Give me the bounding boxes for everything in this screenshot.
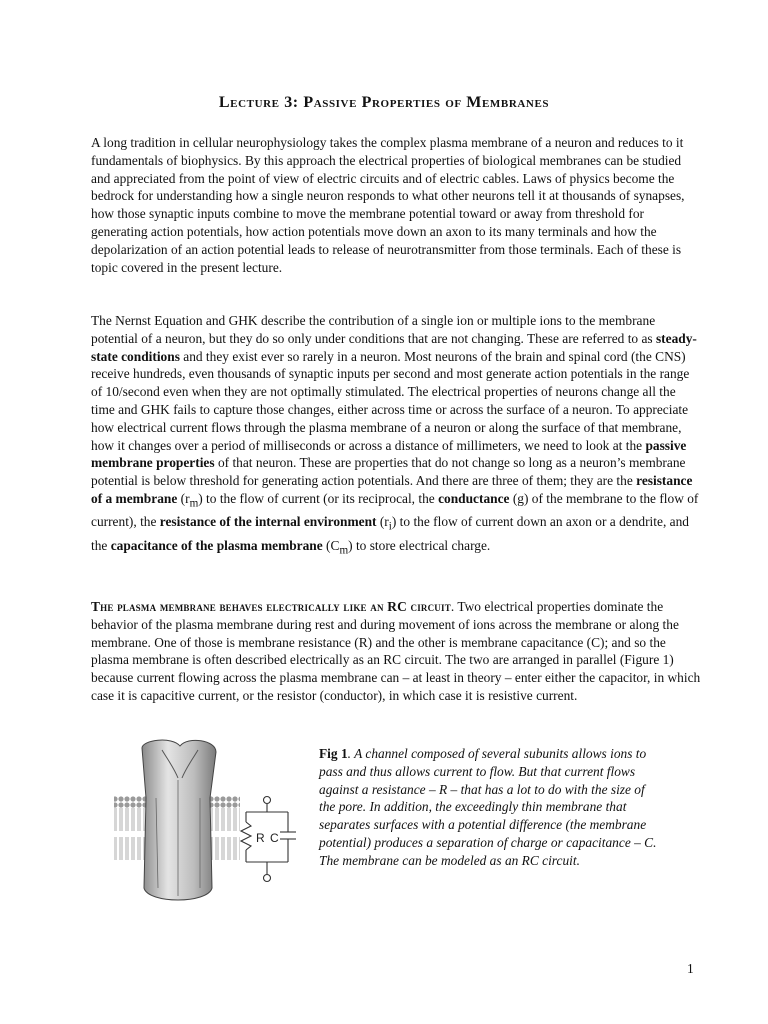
figure-caption [319,745,659,870]
bold-term: passive membrane properties [91,437,687,471]
bold-term: resistance of the internal environment [159,514,377,530]
resistor-label: R [256,831,265,845]
figure-label: Fig 1 [319,746,348,761]
text-run: of that neuron. These are properties that do not change so long as a neuron’s membrane potential is below threshold for generating action potentials. And there are three of them; they are the [91,455,686,489]
paragraph-text: A long tradition in cellular neurophysiology takes the complex plasma membrane of a neuron and reduces to it fundamentals of biophysics. By this approach the electrical properties of biological membranes can be studied and appreciated from the point of view of electric circuits and of electric cables. Laws of physics become the bedrock for understanding how a single neuron responds to what other neurons tell it at thousands of synapses, how those synaptic inputs combine to move the membrane potential toward or away from threshold for generating action potentials, how action potentials move down an axon to its many terminals and how the depolarization of an action potential leads to release of neurotransmitter from those terminals. Each of these is topic covered in the present lecture. [91,135,685,275]
text-run: ) to store electrical charge. [348,537,491,553]
figure-channel-rc-circuit [112,738,312,910]
text-run: (g) of the membrane to the flow of current), the [91,490,699,530]
text-run: ) to the flow of current down an axon or a dendrite, and the [91,514,689,553]
bold-term: resistance of a membrane [91,473,693,506]
lecture-title: Lecture 3: Passive Properties of Membranes [218,94,550,111]
subscript: m [189,497,199,510]
capacitor-label: C [270,831,279,845]
page-number: 1 [687,961,694,976]
rc-circuit-diagram [241,797,296,882]
text-run: and they exist ever so rarely in a neuron. Most neurons of the brain and spinal cord (the CNS) receive hundreds, even thousands of synaptic inputs per second and most generate action potentials in the range of 10/second even when they are not optimally stimulated. The electrical properties of neurons change all the time and GHK fails to capture those changes, either across time or across the surface of a neuron. To appreciate how electrical current flows through the plasma membrane of a neuron or along the surface of that membrane, how it changes over a period of milliseconds or across a distance of millimeters, we need to look at the [91,348,690,453]
text-run: (C [322,537,340,553]
paragraph-introduction [91,134,701,276]
bold-term: conductance [438,490,510,506]
channel-membrane-illustration [112,738,312,910]
subscript: i [388,521,392,534]
caption-text: . A channel composed of several subunits allows ions to pass and thus allows current to flow. But that current flows against a resistance – R – that has a lot to do with the size of the pore. In addition, the exceedingly thin membrane that separates surfaces with a potential difference (the membrane potential) produces a separation of charge or capacitance – C. The membrane can be modeled as an RC circuit. [319,746,657,868]
text-run: (r [376,514,389,530]
subscript: m [339,544,349,557]
text-run: The Nernst Equation and GHK describe the contribution of a single ion or multiple ions to the membrane potential of a neuron, but they do so only under conditions that are not changing. These are referred to as [91,313,656,346]
bold-term: steady-state conditions [91,330,697,364]
text-run: ) to the flow of current (or its reciprocal, the [198,490,439,506]
text-run: . Two electrical properties dominate the behavior of the plasma membrane during rest and during movement of ions across the membrane or along the membrane. One of those is membrane resistance (R) and the other is membrane capacitance (C); and so the plasma membrane is often described electrically as an RC circuit. The two are arranged in parallel (Figure 1) because current flowing across the plasma membrane can – at least in theory – enter either the capacitor, in which case it is capacitive current, or the resistor (conductor), in which case it is resistive current. [91,599,701,703]
section-heading: The plasma membrane behaves electrically like an RC circuit [91,599,451,614]
text-run: (r [177,490,190,506]
paragraph-rc-circuit [91,598,701,705]
paragraph-passive-properties [91,312,701,560]
bold-term: capacitance of the plasma membrane [110,537,323,553]
